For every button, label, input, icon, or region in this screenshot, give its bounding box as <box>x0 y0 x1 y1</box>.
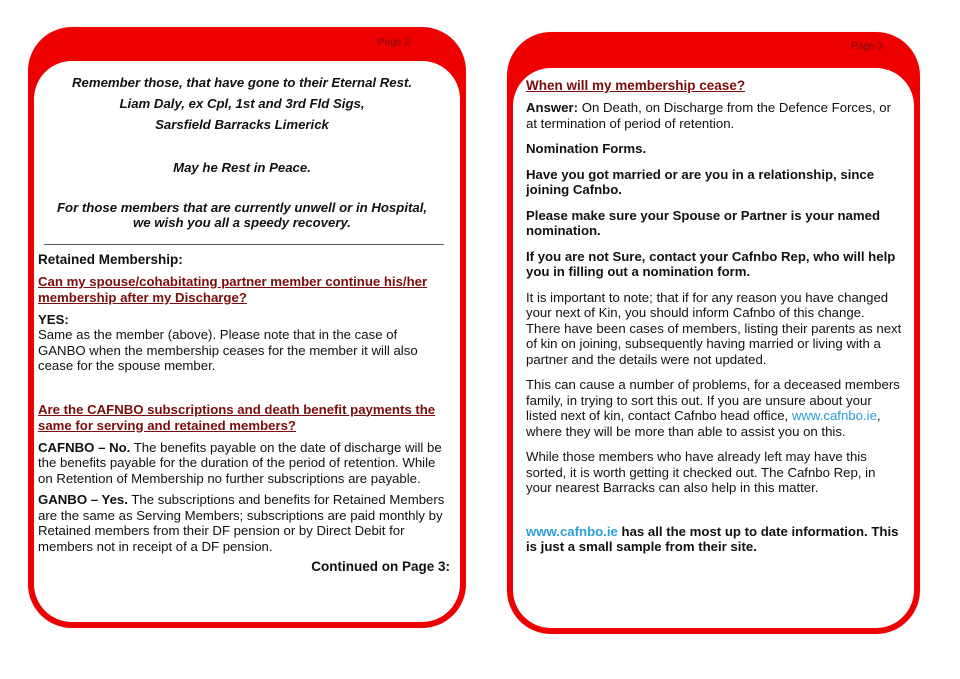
next-of-kin-paragraph: It is important to note; that if for any reason you have changed your next of Kin, you should inform Cafnbo of this change. There have been cases of members, listing their parents as next of kin on joining, subsequently having married or living with a partner and the details were not updated. <box>526 289 902 367</box>
cafnbo-answer <box>38 440 446 487</box>
page-number: Page 3 <box>851 41 883 52</box>
already-left-paragraph: While those members who have already left may have this sorted, it is worth getting it checked out. The Cafnbo Rep, in your nearest Barracks can also help in this matter. <box>526 449 876 495</box>
memorial-location: Sarsfield Barracks Limerick <box>155 117 329 132</box>
question-membership-cease: When will my membership cease? <box>526 78 746 93</box>
cafnbo-label: CAFNBO – No. <box>38 439 131 455</box>
ganbo-answer <box>38 492 446 554</box>
problems-paragraph <box>526 377 902 439</box>
answer-label: YES: <box>38 312 69 327</box>
nomination-contact: If you are not Sure, contact your Cafnbo Rep, who will help you in filling out a nomination form. <box>526 248 896 279</box>
page-number: Page 2 <box>378 37 410 48</box>
wishes-line: we wish you all a speedy recovery. <box>133 215 351 230</box>
divider <box>44 244 444 245</box>
question-subscriptions: Are the CAFNBO subscriptions and death benefit payments the same for serving and retained members? <box>38 401 436 433</box>
section-title: Retained Membership: <box>38 252 183 267</box>
ganbo-text: The subscriptions and benefits for Retained Members are the same as Serving Members; subscriptions are paid monthly by Retained members from their DF pension or by Direct Debit for members not in receipt of a DF pension. <box>38 492 445 554</box>
continued-note: Continued on Page 3: <box>311 559 450 574</box>
memorial-block <box>38 72 446 230</box>
memorial-name: Liam Daly, ex Cpl, 1st and 3rd Fld Sigs, <box>119 96 365 111</box>
problems-text: This can cause a number of problems, for a deceased members family, in trying to sort this out. If you are unsure about your listed next of kin, contact Cafnbo head office, <box>526 377 900 423</box>
page-2-card <box>28 27 466 628</box>
answer-text: On Death, on Discharge from the Defence Forces, or at termination of period of retention. <box>526 100 892 131</box>
wishes-line: For those members that are currently unwell or in Hospital, <box>56 200 428 215</box>
cafnbo-footer-link[interactable]: www.cafnbo.ie <box>526 523 618 539</box>
ganbo-label: GANBO – Yes. <box>38 492 128 507</box>
page-3-card <box>507 32 920 634</box>
footer-note <box>526 524 902 555</box>
footer-text: has all the most up to date information. This is just a small sample from their site. <box>526 523 899 554</box>
nomination-reminder: Please make sure your Spouse or Partner is your named nomination. <box>526 207 881 238</box>
nomination-heading: Nomination Forms. <box>526 141 647 156</box>
cafnbo-link[interactable]: www.cafnbo.ie <box>791 408 877 423</box>
cafnbo-text: The benefits payable on the date of discharge will be the benefits payable for the duration of the period of retention. While on Retention of Membership no further subscriptions are payable. <box>38 439 442 486</box>
memorial-line: Remember those, that have gone to their Eternal Rest. <box>71 75 413 90</box>
page-2-body <box>34 61 460 622</box>
answer-label: Answer: <box>526 100 579 115</box>
question-spouse-continue: Can my spouse/cohabitating partner member continue his/her membership after my Discharge? <box>38 274 428 305</box>
page-3-body <box>513 68 914 628</box>
rest-in-peace: May he Rest in Peace. <box>173 160 311 175</box>
answer-text: Same as the member (above). Please note that in the case of GANBO when the membership ceases for the member it will also cease for the spouse member. <box>38 327 418 373</box>
cease-answer <box>526 100 902 131</box>
nomination-question: Have you got married or are you in a relationship, since joining Cafnbo. <box>526 166 875 197</box>
problems-text-end: , where they will be more than able to assist you on this. <box>526 408 881 439</box>
